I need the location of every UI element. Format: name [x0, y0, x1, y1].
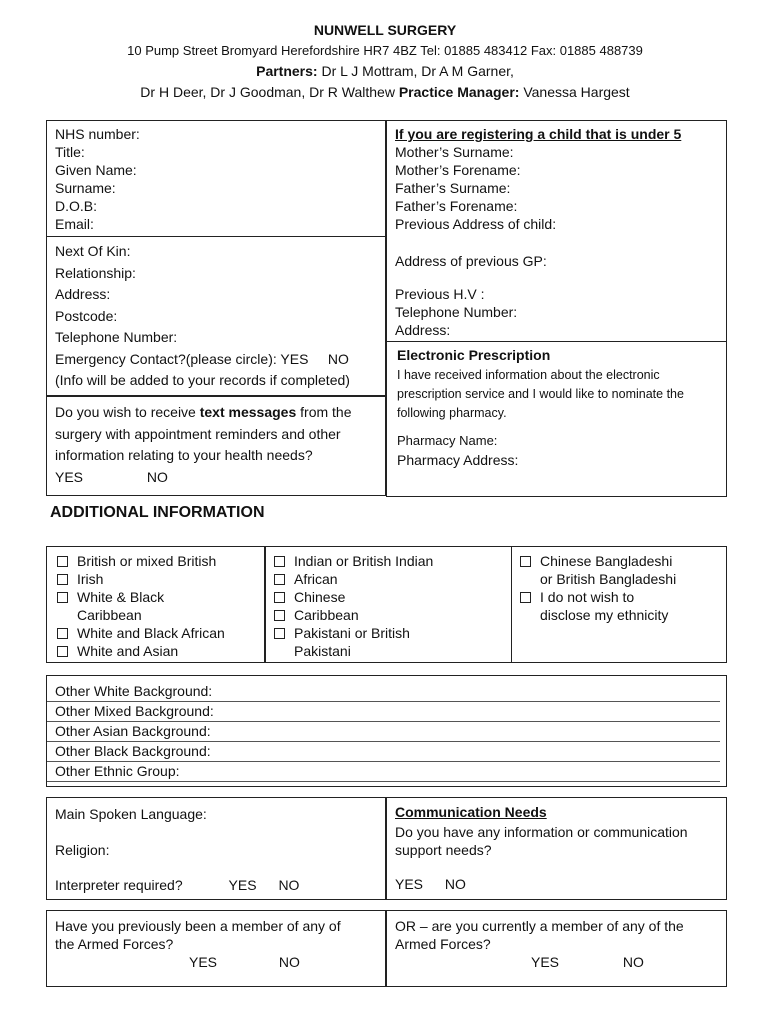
partners-names-1: Dr L J Mottram, Dr A M Garner,	[317, 63, 514, 79]
eps-text-2: prescription service and I would like to nominate the	[397, 387, 684, 401]
checkbox-icon[interactable]	[274, 574, 285, 585]
emergency-contact-option[interactable]: Emergency Contact?(please circle): YES NO	[55, 350, 349, 367]
other-background-field[interactable]: Other Mixed Background:	[47, 702, 720, 722]
sms-no-option[interactable]: NO	[146, 468, 168, 485]
patient-details-box	[46, 120, 386, 237]
sms-question-line1: Do you wish to receive text messages from the	[55, 404, 352, 420]
ethnicity-label-cont: Pakistani	[294, 643, 351, 659]
checkbox-icon[interactable]	[274, 628, 285, 639]
partners-label: Partners:	[256, 63, 318, 79]
ethnicity-label-cont: Caribbean	[77, 607, 142, 623]
mother-surname-field[interactable]: Mother’s Surname:	[395, 144, 514, 160]
dob-field[interactable]: D.O.B:	[55, 198, 98, 214]
forces-previous-question-1: Have you previously been a member of any of	[55, 918, 341, 934]
title-field[interactable]: Title:	[55, 144, 85, 160]
mother-forename-field[interactable]: Mother’s Forename:	[395, 162, 521, 178]
forces-previous-no-option[interactable]: NO	[278, 954, 300, 970]
ethnicity-option[interactable]	[516, 588, 722, 624]
forces-previous-question-2: the Armed Forces?	[55, 936, 174, 952]
language-box	[46, 797, 386, 900]
checkbox-icon[interactable]	[274, 592, 285, 603]
partners-line	[0, 63, 770, 79]
checkbox-icon[interactable]	[57, 592, 68, 603]
ethnicity-label: I do not wish to	[540, 589, 635, 605]
ethnicity-label: White and Black African	[77, 625, 225, 641]
armed-forces-current-box	[386, 910, 727, 987]
ethnicity-option[interactable]	[516, 552, 722, 588]
father-surname-field[interactable]: Father’s Surname:	[395, 180, 511, 196]
communication-yes-option[interactable]: YES	[395, 876, 424, 892]
kin-address-field[interactable]: Address:	[55, 286, 111, 302]
ethnicity-option[interactable]	[270, 588, 507, 606]
ethnicity-label: White & Black	[77, 589, 165, 605]
previous-gp-field[interactable]: Address of previous GP:	[395, 253, 547, 269]
forces-current-yes-option[interactable]: YES	[531, 954, 560, 970]
communication-heading: Communication Needs	[395, 804, 547, 820]
ethnicity-option[interactable]	[270, 606, 507, 624]
relationship-field[interactable]: Relationship:	[55, 264, 136, 281]
hv-telephone-field[interactable]: Telephone Number:	[395, 304, 518, 320]
sms-yes-option[interactable]: YES	[55, 468, 84, 485]
ethnicity-option[interactable]	[270, 552, 507, 570]
eps-heading: Electronic Prescription	[397, 347, 551, 363]
ethnicity-label-cont: disclose my ethnicity	[540, 607, 669, 623]
pharmacy-name-field[interactable]: Pharmacy Name:	[397, 433, 498, 448]
previous-address-field[interactable]: Previous Address of child:	[395, 216, 557, 232]
communication-no-option[interactable]: NO	[444, 876, 466, 892]
eps-text-1: I have received information about the electronic	[397, 368, 660, 382]
pharmacy-address-field[interactable]: Pharmacy Address:	[397, 452, 519, 468]
hv-address-field[interactable]: Address:	[395, 322, 451, 338]
sms-question-line3: information relating to your health needs?	[55, 447, 313, 463]
ethnicity-option[interactable]	[270, 570, 507, 588]
ethnicity-label: Pakistani or British	[294, 625, 410, 641]
ethnicity-col-3	[511, 546, 727, 663]
additional-info-heading: ADDITIONAL INFORMATION	[50, 504, 265, 521]
religion-field[interactable]: Religion:	[55, 842, 110, 858]
kin-info-note: (Info will be added to your records if completed)	[55, 372, 350, 388]
sms-question-line2: surgery with appointment reminders and other	[55, 425, 341, 442]
ethnicity-option[interactable]	[53, 642, 261, 660]
ethnicity-label: Chinese Bangladeshi	[540, 553, 673, 569]
checkbox-icon[interactable]	[57, 628, 68, 639]
postcode-field[interactable]: Postcode:	[55, 307, 118, 324]
child-heading: If you are registering a child that is under 5	[395, 126, 682, 142]
other-background-field[interactable]: Other White Background:	[47, 682, 720, 702]
forces-current-question-1: OR – are you currently a member of any of the	[395, 918, 684, 934]
ethnicity-option[interactable]	[53, 624, 261, 642]
ethnicity-label: African	[294, 571, 338, 587]
forces-current-answer	[395, 953, 718, 971]
ethnicity-option[interactable]	[270, 624, 507, 660]
eps-text-3: following pharmacy.	[397, 406, 507, 420]
partners-line-2	[0, 84, 770, 100]
next-of-kin-box	[46, 236, 386, 396]
previous-hv-field[interactable]: Previous H.V :	[395, 286, 485, 302]
electronic-prescription-box	[386, 341, 727, 497]
surgery-address: 10 Pump Street Bromyard Herefordshire HR7 4BZ Tel: 01885 483412 Fax: 01885 488739	[127, 43, 643, 58]
checkbox-icon[interactable]	[520, 592, 531, 603]
ethnicity-label: Chinese	[294, 589, 346, 605]
checkbox-icon[interactable]	[57, 574, 68, 585]
interpreter-no-option[interactable]: NO	[278, 877, 300, 893]
father-forename-field[interactable]: Father’s Forename:	[395, 198, 518, 214]
surgery-title: NUNWELL SURGERY	[313, 22, 457, 38]
communication-answer	[395, 875, 718, 893]
other-background-field[interactable]: Other Asian Background:	[47, 722, 720, 742]
other-background-field[interactable]: Other Ethnic Group:	[47, 762, 720, 782]
forces-previous-answer	[55, 953, 377, 971]
ethnicity-label: Indian or British Indian	[294, 553, 434, 569]
interpreter-question: Interpreter required?	[55, 877, 183, 893]
other-background-field[interactable]: Other Black Background:	[47, 742, 720, 762]
interpreter-yes-option[interactable]: YES	[228, 877, 257, 893]
communication-question-1: Do you have any information or communication	[395, 824, 688, 840]
ethnicity-col-1	[46, 546, 266, 663]
forces-current-question-2: Armed Forces?	[395, 936, 491, 952]
ethnicity-label: Caribbean	[294, 607, 359, 623]
partners-names-2: Dr H Deer, Dr J Goodman, Dr R Walthew	[140, 84, 399, 100]
ethnicity-label: White and Asian	[77, 643, 179, 659]
armed-forces-previous-box	[46, 910, 386, 987]
ethnicity-option[interactable]	[53, 552, 261, 570]
kin-telephone-field[interactable]: Telephone Number:	[55, 329, 178, 345]
manager-name: Vanessa Hargest	[519, 84, 630, 100]
ethnicity-option[interactable]	[53, 570, 261, 588]
ethnicity-col-2	[264, 546, 512, 663]
checkbox-icon[interactable]	[57, 646, 68, 657]
nhs-number-field[interactable]: NHS number:	[55, 126, 140, 142]
ethnicity-option[interactable]	[53, 588, 261, 624]
checkbox-icon[interactable]	[274, 610, 285, 621]
interpreter-row	[55, 876, 377, 894]
given-name-field[interactable]: Given Name:	[55, 162, 137, 178]
checkbox-icon[interactable]	[520, 556, 531, 567]
ethnicity-label: British or mixed British	[77, 553, 217, 569]
ethnicity-label-cont: or British Bangladeshi	[540, 571, 677, 587]
child-registration-box	[386, 120, 727, 342]
communication-question-2: support needs?	[395, 842, 492, 858]
next-of-kin-field[interactable]: Next Of Kin:	[55, 243, 131, 259]
checkbox-icon[interactable]	[57, 556, 68, 567]
other-background-box	[46, 675, 727, 787]
forces-current-no-option[interactable]: NO	[622, 954, 644, 970]
forces-previous-yes-option[interactable]: YES	[189, 954, 218, 970]
communication-needs-box	[386, 797, 727, 900]
sms-answer	[55, 467, 377, 489]
text-messages-box	[46, 396, 386, 496]
spoken-language-field[interactable]: Main Spoken Language:	[55, 806, 207, 822]
checkbox-icon[interactable]	[274, 556, 285, 567]
surname-field[interactable]: Surname:	[55, 180, 116, 196]
manager-label: Practice Manager:	[398, 84, 520, 100]
ethnicity-label: Irish	[77, 571, 104, 587]
email-field[interactable]: Email:	[55, 216, 94, 232]
